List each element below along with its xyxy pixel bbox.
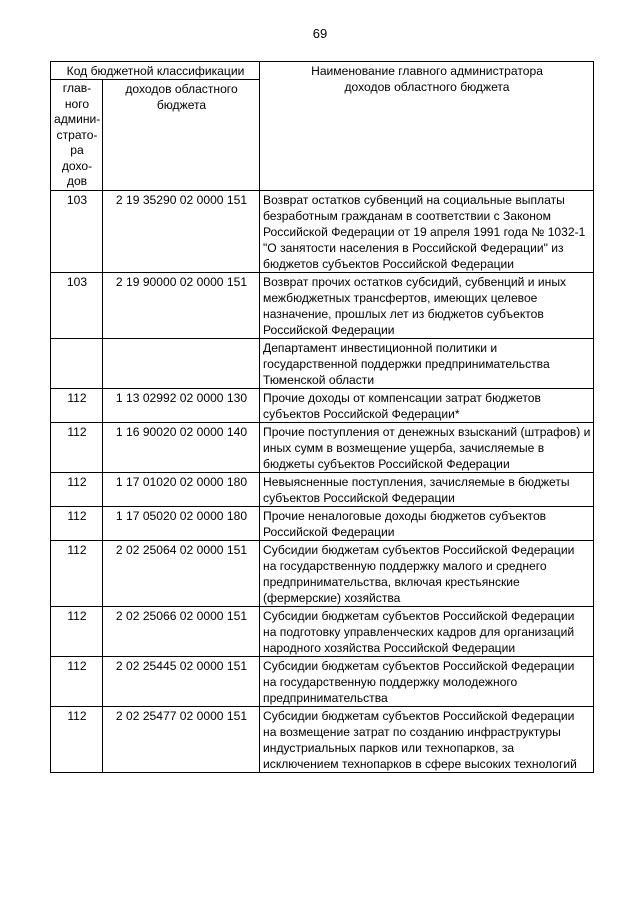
admin-code-header-line: ного — [64, 96, 90, 111]
budget-classification-table — [50, 61, 594, 773]
admin-code-cell: 112 — [51, 540, 103, 606]
admin-code-cell: 112 — [51, 506, 103, 540]
income-name-cell: Субсидии бюджетам субъектов Российской Федерации на государственную поддержку малого и среднего предпринимательства, включая крестьянские (фермерские) хозяйства — [260, 540, 594, 606]
admin-code-cell: 112 — [51, 606, 103, 656]
income-name-cell: Прочие доходы от компенсации затрат бюджетов субъектов Российской Федерации* — [260, 388, 594, 422]
department-name-cell: Департамент инвестиционной политики и государственной поддержки предпринимательства Тюменской области — [260, 338, 594, 388]
income-code-cell: 2 19 90000 02 0000 151 — [103, 272, 260, 338]
admin-code-cell: 112 — [51, 472, 103, 506]
income-code-cell: 2 02 25064 02 0000 151 — [103, 540, 260, 606]
admin-code-cell: 112 — [51, 422, 103, 472]
income-name-cell: Субсидии бюджетам субъектов Российской Федерации на подготовку управленческих кадров для организаций народного хозяйства Российской Федерации — [260, 606, 594, 656]
table-row — [51, 422, 594, 472]
income-code-cell: 1 16 90020 02 0000 140 — [103, 422, 260, 472]
classification-header: Код бюджетной классификации — [51, 62, 260, 80]
income-code-cell: 1 13 02992 02 0000 130 — [103, 388, 260, 422]
admin-name-header-line: доходов областного бюджета — [344, 80, 510, 94]
admin-code-cell: 103 — [51, 190, 103, 272]
income-name-cell: Невыясненные поступления, зачисляемые в бюджеты субъектов Российской Федерации — [260, 472, 594, 506]
admin-code-cell — [51, 338, 103, 388]
income-code-cell: 1 17 05020 02 0000 180 — [103, 506, 260, 540]
income-code-cell: 2 19 35290 02 0000 151 — [103, 190, 260, 272]
income-name-cell: Возврат прочих остатков субсидий, субвенций и иных межбюджетных трансфертов, имеющих целевое назначение, прошлых лет из бюджетов субъектов Российской Федерации — [260, 272, 594, 338]
admin-code-cell: 112 — [51, 656, 103, 706]
table-row — [51, 540, 594, 606]
page-number: 69 — [312, 26, 328, 41]
admin-code-header-line: глав- — [62, 81, 92, 95]
table-row — [51, 656, 594, 706]
income-code-header-line: доходов областного — [125, 82, 238, 96]
table-row — [51, 706, 594, 772]
admin-code-header-line: дов — [66, 174, 88, 188]
table-row — [51, 606, 594, 656]
income-code-cell: 2 02 25477 02 0000 151 — [103, 706, 260, 772]
admin-code-cell: 112 — [51, 706, 103, 772]
income-name-cell: Возврат остатков субвенций на социальные выплаты безработным гражданам в соответствии с Законом Российской Федерации от 19 апреля 1991 года № 1032-1 "О занятости населения в Российской Федерации" из бюджетов субъектов Российской Федерации — [260, 190, 594, 272]
income-code-cell — [103, 338, 260, 388]
income-name-cell: Субсидии бюджетам субъектов Российской Федерации на государственную поддержку молодежного предпринимательства — [260, 656, 594, 706]
admin-name-header-line: Наименование главного администратора — [311, 64, 543, 78]
admin-code-header — [51, 80, 103, 191]
table-row — [51, 388, 594, 422]
table-row — [51, 506, 594, 540]
admin-name-header — [260, 62, 594, 191]
income-name-cell: Субсидии бюджетам субъектов Российской Федерации на возмещение затрат по созданию инфраструктуры индустриальных парков или технопарков, за исключением технопарков в сфере высоких технологий — [260, 706, 594, 772]
income-code-cell: 2 02 25445 02 0000 151 — [103, 656, 260, 706]
income-code-header-line: бюджета — [156, 98, 207, 112]
admin-code-cell: 112 — [51, 388, 103, 422]
table-row — [51, 472, 594, 506]
admin-code-header-line: страто- — [56, 127, 98, 142]
department-row — [51, 338, 594, 388]
admin-code-header-line: ра дохо- — [61, 143, 93, 173]
income-code-cell: 2 02 25066 02 0000 151 — [103, 606, 260, 656]
admin-code-cell: 103 — [51, 272, 103, 338]
income-name-cell: Прочие поступления от денежных взысканий (штрафов) и иных сумм в возмещение ущерба, зачисляемые в бюджеты субъектов Российской Федерации — [260, 422, 594, 472]
admin-code-header-line: админи- — [54, 112, 101, 126]
income-code-cell: 1 17 01020 02 0000 180 — [103, 472, 260, 506]
income-name-cell: Прочие неналоговые доходы бюджетов субъектов Российской Федерации — [260, 506, 594, 540]
income-code-header — [103, 80, 260, 191]
table-row — [51, 272, 594, 338]
table-row — [51, 190, 594, 272]
